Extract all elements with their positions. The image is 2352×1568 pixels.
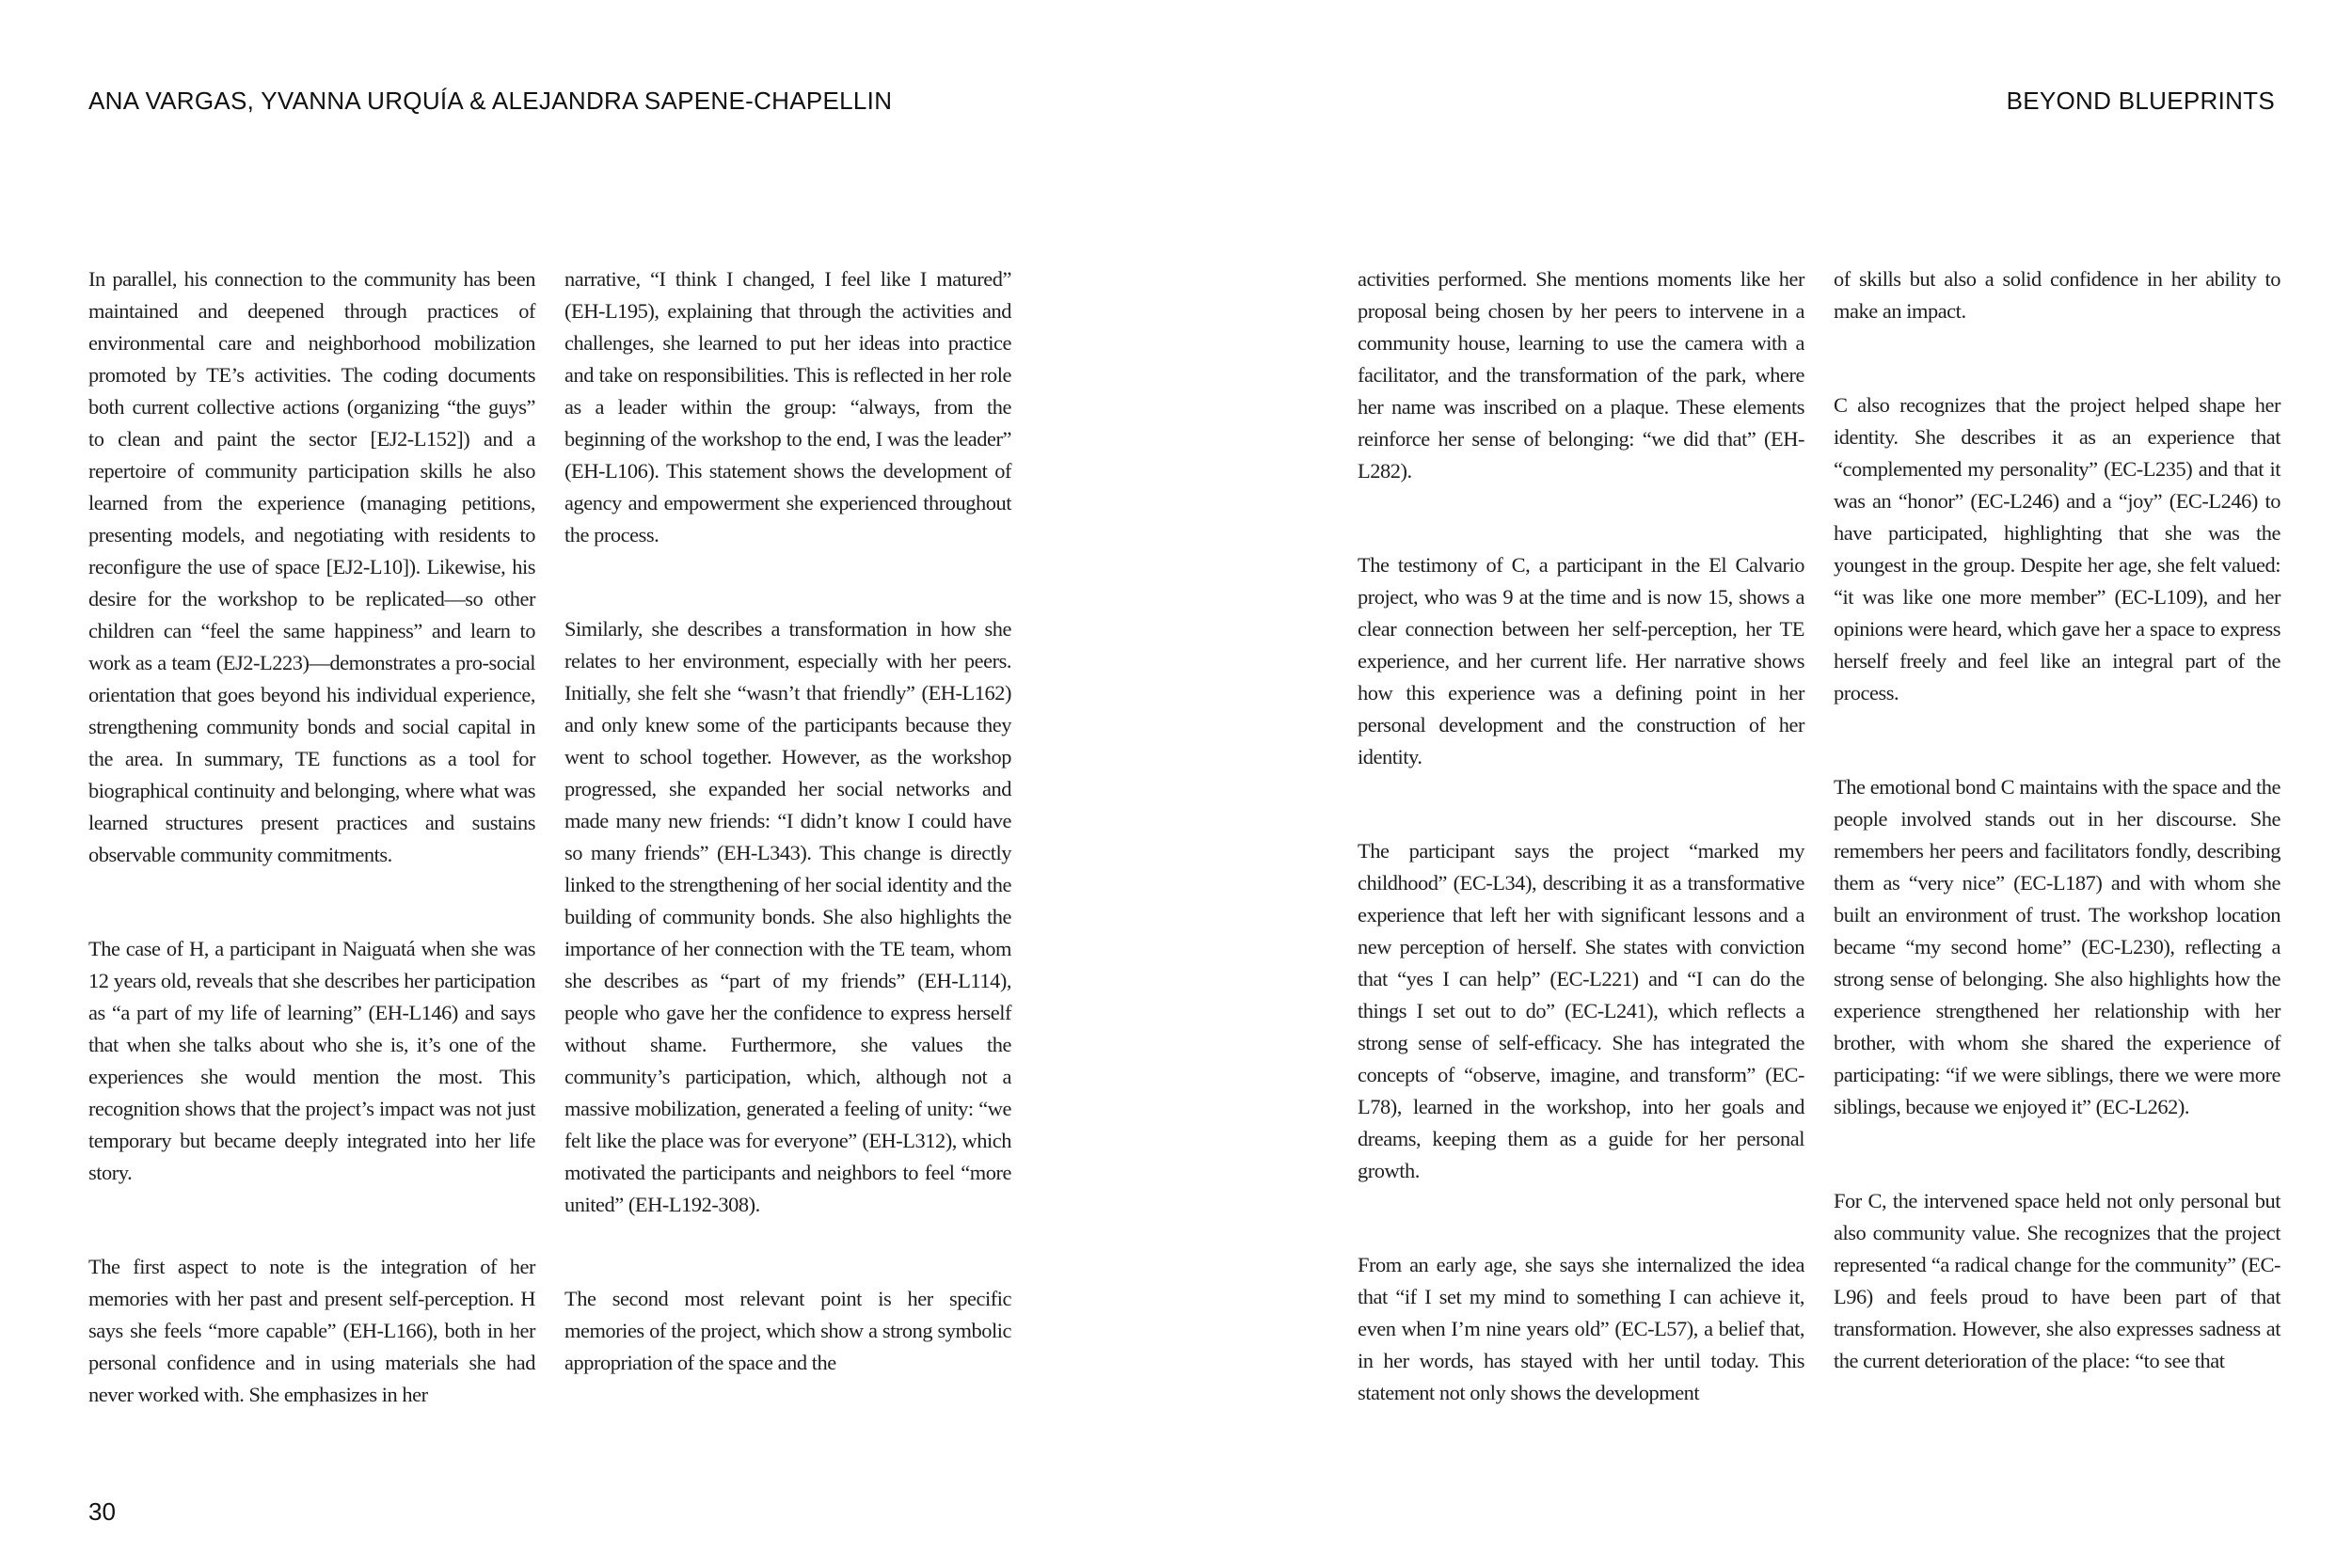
paragraph: narrative, “I think I changed, I feel like I matured” (EH-L195), explaining that through the activities and challenges, she learned to put her ideas into practice and take on responsibilities. This is reflected in her role as a leader within the group: “always, from the beginning of the workshop to the end, I was the leader” (EH-L106). This statement shows the development of agency and empowerment she experienced throughout the process.	[564, 267, 1011, 546]
paragraph: The testimony of C, a participant in the El Calvario project, who was 9 at the time and is now 15, shows a clear connection between her self-perception, her TE experience, and her current life. Her narrative shows how this experience was a defining point in her personal development and the construction of her identity.	[1358, 553, 1804, 768]
text-column-1	[88, 263, 535, 1473]
paragraph: The first aspect to note is the integration of her memories with her past and present self-perception. H says she feels “more capable” (EH-L166), both in her personal confidence and in using materials she had never worked with. She emphasizes in her	[88, 1255, 535, 1406]
paragraph: The second most relevant point is her specific memories of the project, which show a strong symbolic appropriation of the space and the	[564, 1287, 1011, 1374]
paragraph: Similarly, she describes a transformation in how she relates to her environment, especially with her peers. Initially, she felt she “wasn’t that friendly” (EH-L162) and only knew some of the participants because they went to school together. However, as the workshop progressed, she expanded her social networks and made many new friends: “I didn’t know I could have so many friends” (EH-L343). This change is directly linked to the strengthening of her social identity and the building of community bonds. She also highlights the importance of her connection with the TE team, whom she describes as “part of my friends” (EH-L114), people who gave her the confidence to express herself without shame. Furthermore, she values the community’s participation, which, although not a massive mobilization, generated a feeling of unity: “we felt like the place was for everyone” (EH-L312), which motivated the participants and neighbors to feel “more united” (EH-L192-308).	[564, 617, 1011, 1216]
paragraph: The case of H, a participant in Naiguatá when she was 12 years old, reveals that she describes her participation as “a part of my life of learning” (EH-L146) and says that when she talks about who she is, it’s one of the experiences she would mention the most. This recognition shows that the project’s impact was not just temporary but became deeply integrated into her life story.	[88, 937, 535, 1184]
text-column-3	[1358, 263, 1804, 1471]
running-head-title: BEYOND BLUEPRINTS	[2006, 87, 2275, 115]
text-column-2	[564, 263, 1011, 1441]
paragraph: The emotional bond C maintains with the space and the people involved stands out in her discourse. She remembers her peers and facilitators fondly, describing them as “very nice” (EC-L187) and with whom she built an environment of trust. The workshop location became “my second home” (EC-L230), reflecting a strong sense of belonging. She also highlights how the experience strengthened her relationship with her brother, with whom she shared the experience of participating: “if we were siblings, there we were more siblings, because we enjoyed it” (EC-L262).	[1834, 775, 2280, 1118]
text-column-4	[1834, 263, 2280, 1439]
spread-gutter	[1176, 0, 1177, 1568]
paragraph: activities performed. She mentions moments like her proposal being chosen by her peers to intervene in a community house, learning to use the camera with a facilitator, and the transformation of the park, where her name was inscribed on a plaque. These elements reinforce her sense of belonging: “we did that” (EH-L282).	[1358, 267, 1804, 483]
paragraph: of skills but also a solid confidence in her ability to make an impact.	[1834, 267, 2280, 323]
paragraph: The participant says the project “marked my childhood” (EC-L34), describing it as a transformative experience that left her with significant lessons and a new perception of herself. She states with conviction that “yes I can help” (EC-L221) and “I can do the things I set out to do” (EC-L241), which reflects a strong sense of self-efficacy. She has integrated the concepts of “observe, imagine, and transform” (EC-L78), learned in the workshop, into her goals and dreams, keeping them as a guide for her personal growth.	[1358, 839, 1804, 1182]
paragraph: C also recognizes that the project helped shape her identity. She describes it as an experience that “complemented my personality” (EC-L235) and that it was an “honor” (EC-L246) and a “joy” (EC-L246) to have participated, highlighting that she was the youngest in the group. Despite her age, she felt valued: “it was like one more member” (EC-L109), and her opinions were heard, which gave her a space to express herself freely and feel like an integral part of the process.	[1834, 393, 2280, 705]
paragraph: For C, the intervened space held not only personal but also community value. She recognizes that the project represented “a radical change for the community” (EC-L96) and feels proud to have been part of that transformation. However, she also expresses sadness at the current deterioration of the place: “to see that	[1834, 1189, 2280, 1372]
paragraph: In parallel, his connection to the community has been maintained and deepened through practices of environmental care and neighborhood mobilization promoted by TE’s activities. The coding documents both current collective actions (organizing “the guys” to clean and paint the sector [EJ2-L152]) and a repertoire of community participation skills he also learned from the experience (managing petitions, presenting models, and negotiating with residents to reconfigure the use of space [EJ2-L10]). Likewise, his desire for the workshop to be replicated—so other children can “feel the same happiness” and learn to work as a team (EJ2-L223)—demonstrates a pro-social orientation that goes beyond his individual experience, strengthening community bonds and social capital in the area. In summary, TE functions as a tool for biographical continuity and belonging, where what was learned structures present practices and sustains observable community commitments.	[88, 267, 535, 866]
page-number: 30	[88, 1497, 116, 1526]
running-head-authors: ANA VARGAS, YVANNA URQUÍA & ALEJANDRA SAPENE-CHAPELLIN	[88, 87, 893, 115]
paragraph: From an early age, she says she internalized the idea that “if I set my mind to something I can achieve it, even when I’m nine years old” (EC-L57), a belief that, in her words, has stayed with her until today. This statement not only shows the development	[1358, 1253, 1804, 1404]
